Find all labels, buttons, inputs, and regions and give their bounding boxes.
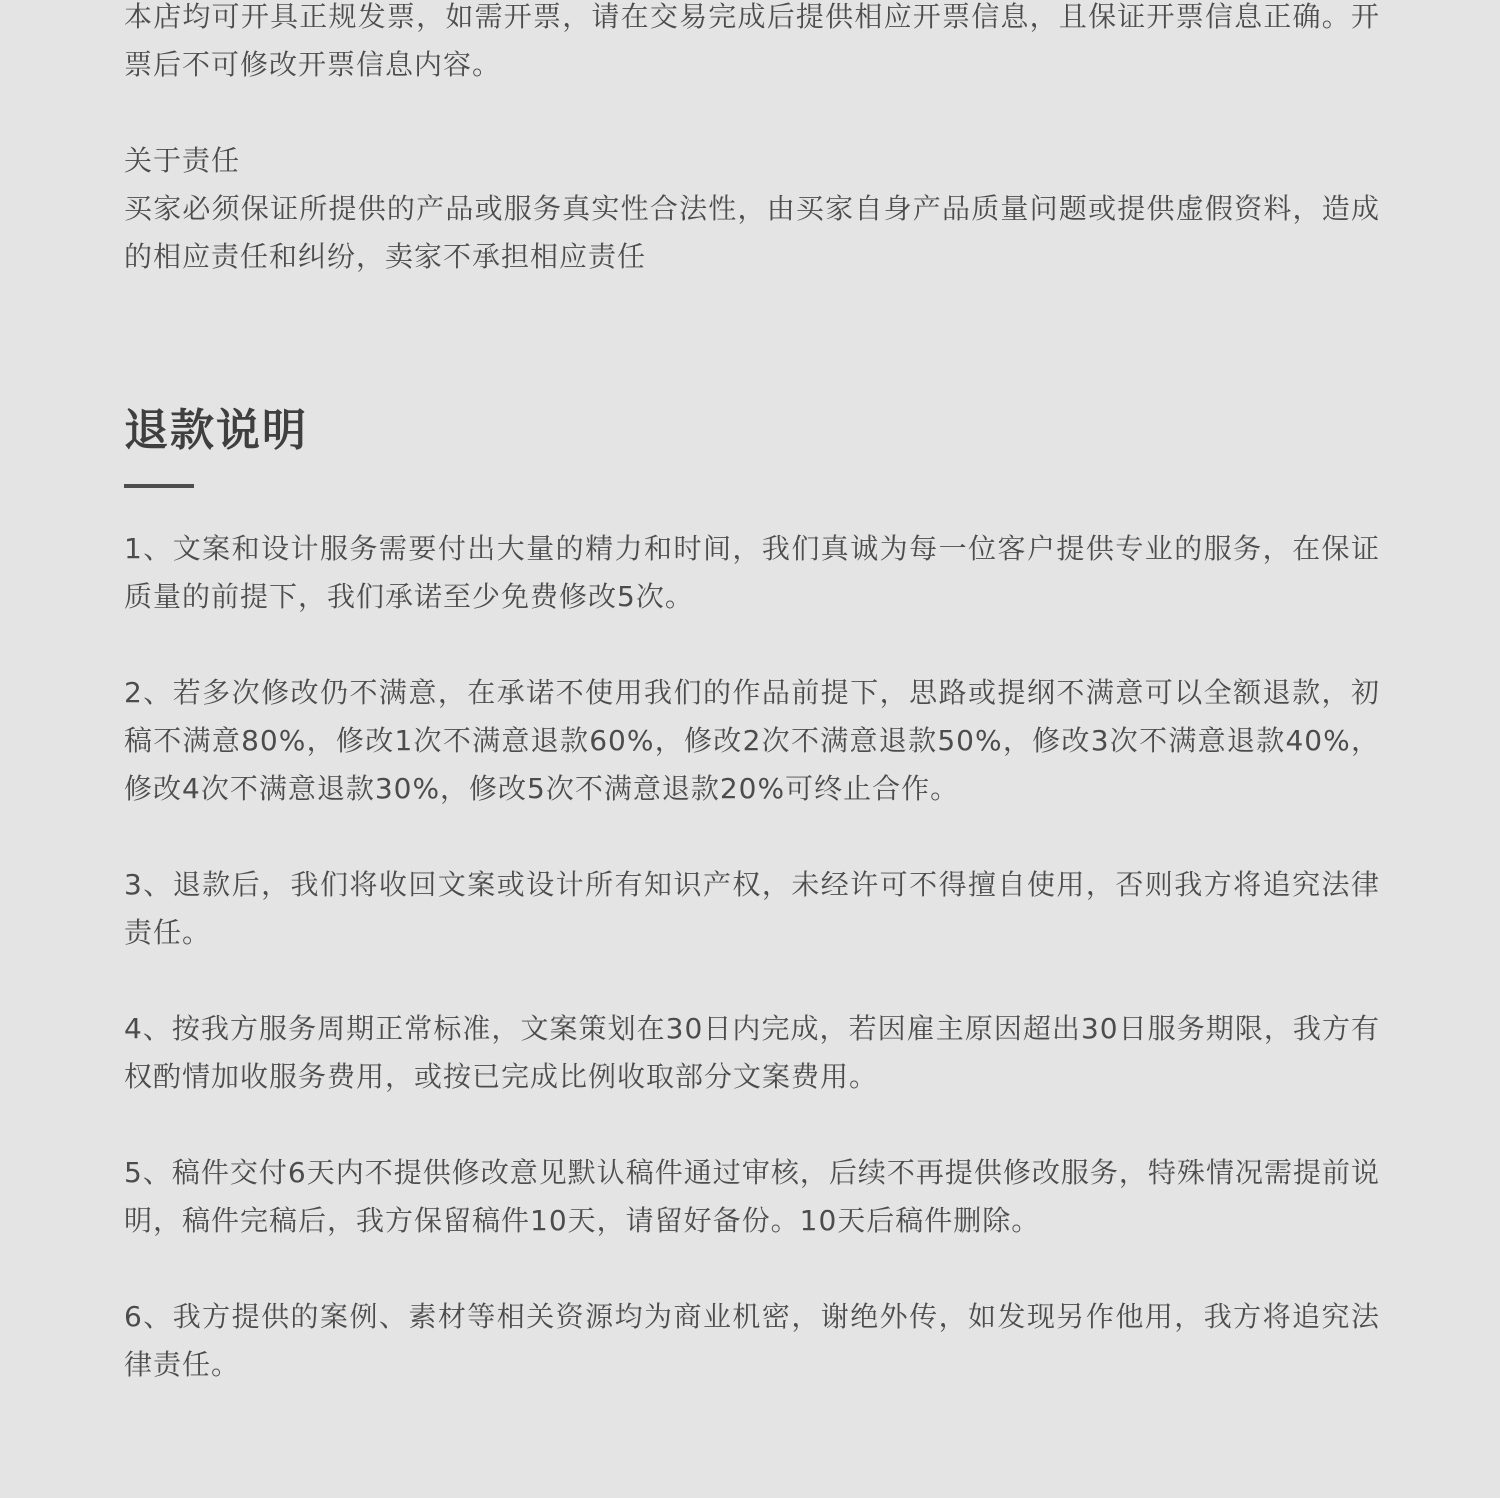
refund-item-2: 2、若多次修改仍不满意，在承诺不使用我们的作品前提下，思路或提纲不满意可以全额退款，初稿不满意80%，修改1次不满意退款60%，修改2次不满意退款50%，修改3次不满意退款40%，修改4次不满意退款30%，修改5次不满意退款20%可终止合作。	[124, 676, 1380, 805]
refund-item-6: 6、我方提供的案例、素材等相关资源均为商业机密，谢绝外传，如发现另作他用，我方将追究法律责任。	[124, 1300, 1380, 1381]
title-underline-divider	[124, 484, 194, 488]
invoice-policy-text: 本店均可开具正规发票，如需开票，请在交易完成后提供相应开票信息，且保证开票信息正确。开票后不可修改开票信息内容。	[124, 0, 1380, 81]
refund-item-5: 5、稿件交付6天内不提供修改意见默认稿件通过审核，后续不再提供修改服务，特殊情况需提前说明，稿件完稿后，我方保留稿件10天，请留好备份。10天后稿件删除。	[124, 1156, 1380, 1237]
refund-section-title: 退款说明	[124, 405, 308, 456]
refund-item-4: 4、按我方服务周期正常标准，文案策划在30日内完成，若因雇主原因超出30日服务期限，我方有权酌情加收服务费用，或按已完成比例收取部分文案费用。	[124, 1012, 1380, 1093]
responsibility-heading: 关于责任	[124, 144, 241, 177]
refund-item-3: 3、退款后，我们将收回文案或设计所有知识产权，未经许可不得擅自使用，否则我方将追究法律责任。	[124, 868, 1380, 949]
responsibility-text: 买家必须保证所提供的产品或服务真实性合法性，由买家自身产品质量问题或提供虚假资料，造成的相应责任和纠纷，卖家不承担相应责任	[124, 192, 1380, 273]
refund-item-1: 1、文案和设计服务需要付出大量的精力和时间，我们真诚为每一位客户提供专业的服务，在保证质量的前提下，我们承诺至少免费修改5次。	[124, 532, 1380, 613]
